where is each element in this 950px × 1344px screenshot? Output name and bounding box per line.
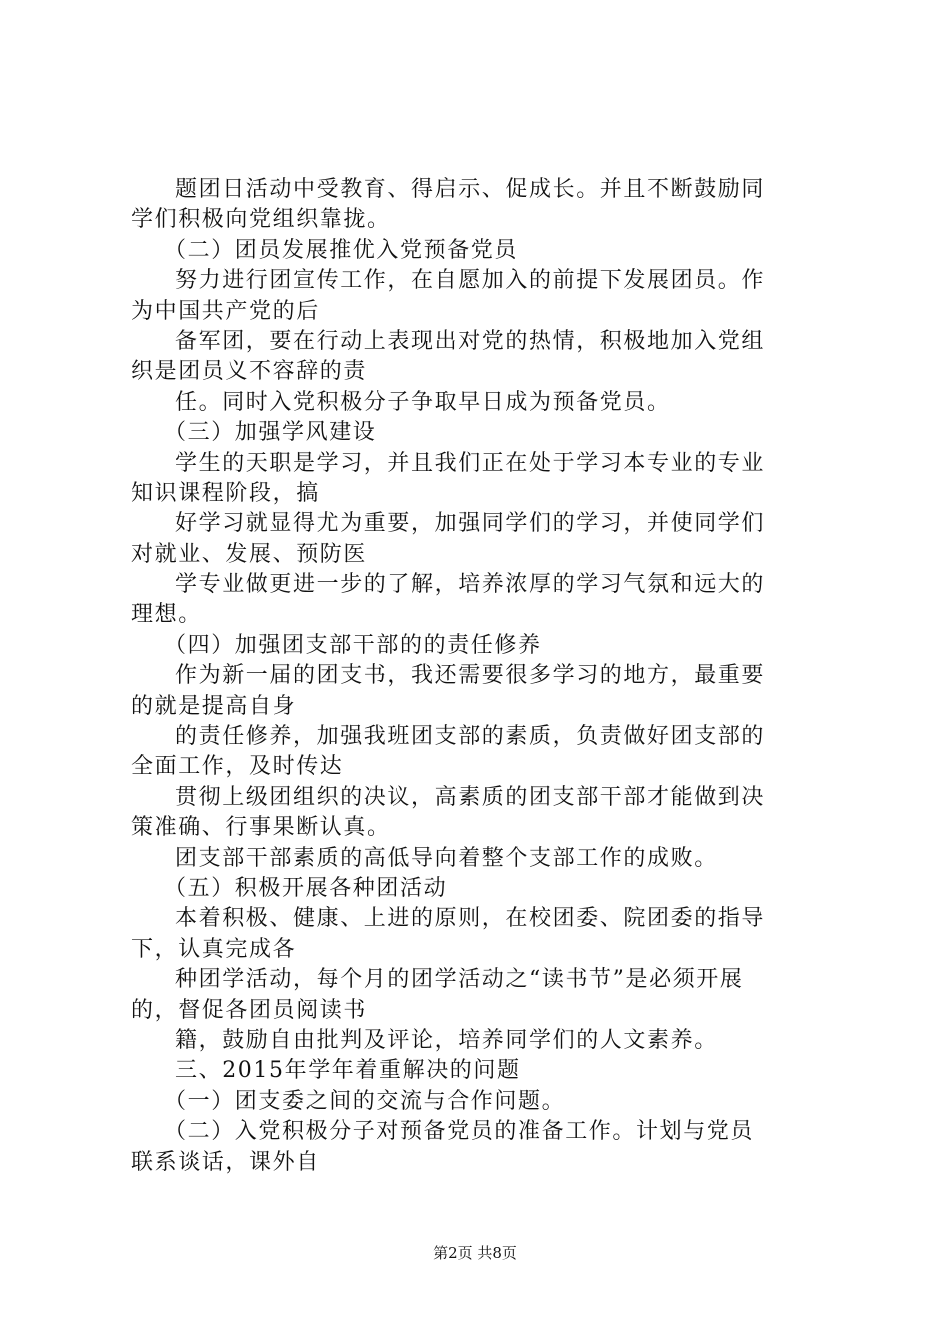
section-heading: （四）加强团支部干部的的责任修养: [164, 632, 542, 658]
text-line: 的，督促各团员阅读书: [131, 997, 368, 1023]
text-line: 贯彻上级团组织的决议，高素质的团支部干部才能做到决: [175, 784, 766, 810]
page-number: 第2页 共8页: [433, 1244, 517, 1262]
text-line: （二）入党积极分子对预备党员的准备工作。计划与党员: [164, 1119, 755, 1145]
section-heading: （一）团支委之间的交流与合作问题。: [164, 1088, 566, 1114]
text-line: 全面工作，及时传达: [131, 754, 344, 780]
section-heading: （五）积极开展各种团活动: [164, 875, 448, 901]
text-line: 学专业做更进一步的了解，培养浓厚的学习气氛和远大的: [175, 572, 766, 598]
text-line: 织是团员义不容辞的责: [131, 359, 368, 385]
text-line: 知识课程阶段，搞: [131, 480, 320, 506]
page-footer: [0, 1243, 950, 1263]
text-line: 好学习就显得尤为重要，加强同学们的学习，并使同学们: [175, 511, 766, 537]
text-line: 的责任修养，加强我班团支部的素质，负责做好团支部的: [175, 724, 766, 750]
text-line: 任。同时入党积极分子争取早日成为预备党员。: [175, 389, 671, 415]
text-line: 种团学活动，每个月的团学活动之“读书节”是必须开展: [175, 967, 744, 993]
section-heading: 三、2015年学年着重解决的问题: [175, 1058, 521, 1084]
text-line: 作为新一届的团支书，我还需要很多学习的地方，最重要: [175, 663, 766, 689]
text-line: 学生的天职是学习，并且我们正在处于学习本专业的专业: [175, 450, 766, 476]
text-line: 团支部干部素质的高低导向着整个支部工作的成败。: [175, 845, 718, 871]
text-line: 理想。: [131, 602, 202, 628]
text-line: 为中国共产党的后: [131, 298, 320, 324]
text-line: 备军团，要在行动上表现出对党的热情，积极地加入党组: [175, 328, 766, 354]
text-line: 学们积极向党组织靠拢。: [131, 207, 391, 233]
section-heading: （二）团员发展推优入党预备党员: [164, 237, 519, 263]
text-line: 策准确、行事果断认真。: [131, 815, 391, 841]
text-line: 籍，鼓励自由批判及评论，培养同学们的人文素养。: [175, 1027, 718, 1053]
text-line: 对就业、发展、预防医: [131, 541, 368, 567]
text-line: 联系谈话，课外自: [131, 1149, 320, 1175]
section-heading: （三）加强学风建设: [164, 420, 377, 446]
document-body: [131, 175, 831, 1178]
text-line: 本着积极、健康、上进的原则，在校团委、院团委的指导: [175, 906, 766, 932]
text-line: 下，认真完成各: [131, 936, 297, 962]
text-line: 的就是提高自身: [131, 693, 297, 719]
text-line: 题团日活动中受教育、得启示、促成长。并且不断鼓励同: [175, 177, 766, 202]
text-line: 努力进行团宣传工作，在自愿加入的前提下发展团员。作: [175, 268, 766, 294]
